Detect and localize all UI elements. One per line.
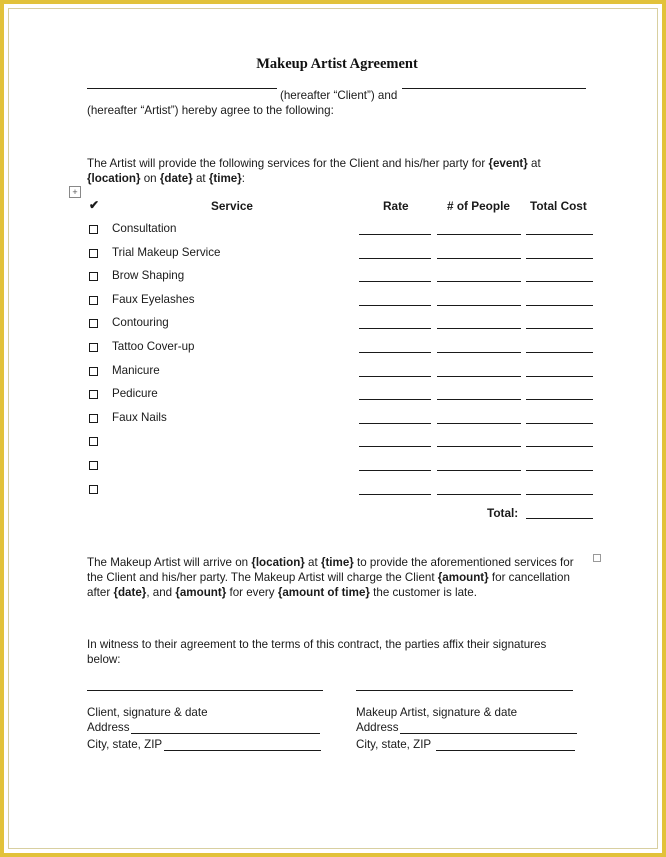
rate-line[interactable] bbox=[359, 446, 431, 447]
service-label: Consultation bbox=[112, 222, 177, 235]
rate-column-header: Rate bbox=[383, 199, 409, 213]
date-placeholder: {date} bbox=[159, 172, 193, 185]
total-cost-line[interactable] bbox=[526, 328, 593, 329]
people-line[interactable] bbox=[437, 281, 521, 282]
service-checkbox[interactable] bbox=[89, 343, 98, 352]
services-intro-at: at bbox=[531, 157, 541, 170]
amount-of-time-placeholder: {amount of time} bbox=[277, 586, 370, 599]
total-cost-line[interactable] bbox=[526, 470, 593, 471]
arrival-text-i: the customer is late. bbox=[373, 586, 477, 599]
arrival-text-a: The Makeup Artist will arrive on bbox=[87, 556, 249, 569]
witness-line1: In witness to their agreement to the terms of this contract, the parties affix their signatures bbox=[87, 638, 547, 651]
artist-city-label: City, state, ZIP bbox=[356, 738, 432, 751]
arrival-line2 bbox=[87, 570, 570, 585]
service-label: Tattoo Cover-up bbox=[112, 340, 195, 353]
service-label: Pedicure bbox=[112, 387, 158, 401]
service-checkbox[interactable] bbox=[89, 296, 98, 305]
services-intro-at2: at bbox=[195, 172, 206, 185]
rate-line[interactable] bbox=[359, 376, 431, 377]
people-line[interactable] bbox=[437, 446, 521, 447]
people-line[interactable] bbox=[437, 258, 521, 259]
client-city-label: City, state, ZIP bbox=[87, 738, 163, 751]
rate-line[interactable] bbox=[359, 352, 431, 353]
service-checkbox[interactable] bbox=[89, 225, 98, 234]
arrival-text-c: to provide the aforementioned services for bbox=[357, 556, 574, 569]
people-line[interactable] bbox=[437, 494, 521, 495]
total-cost-line[interactable] bbox=[526, 446, 593, 447]
service-label: Manicure bbox=[112, 363, 160, 377]
rate-line[interactable] bbox=[359, 234, 431, 235]
arrival-text-g: , and bbox=[146, 586, 173, 599]
artist-signature-label: Makeup Artist, signature & date bbox=[356, 706, 518, 719]
people-line[interactable] bbox=[437, 328, 521, 329]
total-cost-line[interactable] bbox=[526, 258, 593, 259]
service-checkbox[interactable] bbox=[89, 485, 98, 494]
total-cost-line[interactable] bbox=[526, 423, 593, 424]
arrival-time-placeholder: {time} bbox=[320, 556, 354, 569]
service-checkbox[interactable] bbox=[89, 319, 98, 328]
late-amount-placeholder: {amount} bbox=[175, 586, 227, 599]
total-cost-line[interactable] bbox=[526, 376, 593, 377]
total-line bbox=[526, 518, 593, 519]
client-tag-text: (hereafter “Client”) and bbox=[280, 89, 398, 102]
total-cost-line[interactable] bbox=[526, 352, 593, 353]
rate-line[interactable] bbox=[359, 258, 431, 259]
total-cost-line[interactable] bbox=[526, 234, 593, 235]
arrival-text-d: the Client and his/her party. The Makeup Artist will charge the Client bbox=[87, 571, 435, 584]
services-intro-text: The Artist will provide the following services for the Client and his/her party for bbox=[87, 157, 486, 170]
rate-line[interactable] bbox=[359, 470, 431, 471]
people-line[interactable] bbox=[437, 305, 521, 306]
people-line[interactable] bbox=[437, 399, 521, 400]
client-signature-label: Client, signature & date bbox=[87, 706, 208, 719]
artist-address-label: Address bbox=[356, 721, 399, 734]
arrival-line3 bbox=[87, 585, 477, 600]
service-checkbox[interactable] bbox=[89, 437, 98, 446]
arrival-date-placeholder: {date} bbox=[113, 586, 147, 599]
total-cost-line[interactable] bbox=[526, 281, 593, 282]
rate-line[interactable] bbox=[359, 399, 431, 400]
time-placeholder: {time} bbox=[208, 172, 242, 185]
table-move-handle-icon[interactable]: + bbox=[69, 186, 81, 198]
client-city-line[interactable] bbox=[164, 750, 321, 751]
service-checkbox[interactable] bbox=[89, 390, 98, 399]
service-checkbox[interactable] bbox=[89, 414, 98, 423]
service-label: Trial Makeup Service bbox=[112, 245, 221, 259]
people-line[interactable] bbox=[437, 352, 521, 353]
services-intro-on: on bbox=[143, 172, 157, 185]
service-checkbox[interactable] bbox=[89, 367, 98, 376]
service-label: Faux Nails bbox=[112, 410, 167, 424]
arrival-text-f: after bbox=[87, 586, 111, 599]
cancellation-amount-placeholder: {amount} bbox=[437, 571, 489, 584]
artist-tag-text: (hereafter “Artist”) hereby agree to the following: bbox=[87, 104, 334, 117]
paragraph-marker-icon bbox=[593, 554, 601, 562]
service-column-header: Service bbox=[211, 199, 253, 213]
total-cost-line[interactable] bbox=[526, 494, 593, 495]
people-line[interactable] bbox=[437, 470, 521, 471]
artist-address-line[interactable] bbox=[400, 733, 577, 734]
total-cost-line[interactable] bbox=[526, 305, 593, 306]
arrival-text-e: for cancellation bbox=[491, 571, 570, 584]
rate-line[interactable] bbox=[359, 423, 431, 424]
client-address-line[interactable] bbox=[131, 733, 320, 734]
page-title: Makeup Artist Agreement bbox=[256, 56, 418, 72]
check-header-icon: ✔ bbox=[89, 198, 100, 212]
service-label: Brow Shaping bbox=[112, 269, 185, 283]
people-column-header: # of People bbox=[447, 199, 510, 213]
arrival-text-b: at bbox=[308, 556, 318, 569]
rate-line[interactable] bbox=[359, 305, 431, 306]
client-signature-line[interactable] bbox=[87, 690, 323, 691]
total-cost-column-header: Total Cost bbox=[530, 199, 587, 213]
services-intro-line2 bbox=[87, 171, 245, 186]
service-label: Contouring bbox=[112, 316, 169, 330]
service-checkbox[interactable] bbox=[89, 249, 98, 258]
total-cost-line[interactable] bbox=[526, 399, 593, 400]
people-line[interactable] bbox=[437, 234, 521, 235]
location-placeholder: {location} bbox=[87, 172, 141, 185]
rate-line[interactable] bbox=[359, 328, 431, 329]
service-checkbox[interactable] bbox=[89, 272, 98, 281]
service-checkbox[interactable] bbox=[89, 461, 98, 470]
client-address-label: Address bbox=[87, 721, 130, 734]
services-intro-colon: : bbox=[241, 172, 245, 185]
artist-signature-line[interactable] bbox=[356, 690, 573, 691]
people-line[interactable] bbox=[437, 376, 521, 377]
event-placeholder: {event} bbox=[488, 157, 528, 170]
people-line[interactable] bbox=[437, 423, 521, 424]
services-intro-line1 bbox=[87, 156, 541, 171]
client-name-line bbox=[87, 88, 277, 89]
arrival-text-h: for every bbox=[229, 586, 275, 599]
total-label: Total: bbox=[487, 506, 519, 520]
artist-name-line bbox=[402, 88, 586, 89]
witness-line2: below: bbox=[87, 653, 121, 666]
rate-line[interactable] bbox=[359, 281, 431, 282]
rate-line[interactable] bbox=[359, 494, 431, 495]
artist-city-line[interactable] bbox=[436, 750, 575, 751]
service-label: Faux Eyelashes bbox=[112, 292, 195, 306]
arrival-location-placeholder: {location} bbox=[251, 556, 305, 569]
arrival-line1 bbox=[87, 555, 574, 570]
